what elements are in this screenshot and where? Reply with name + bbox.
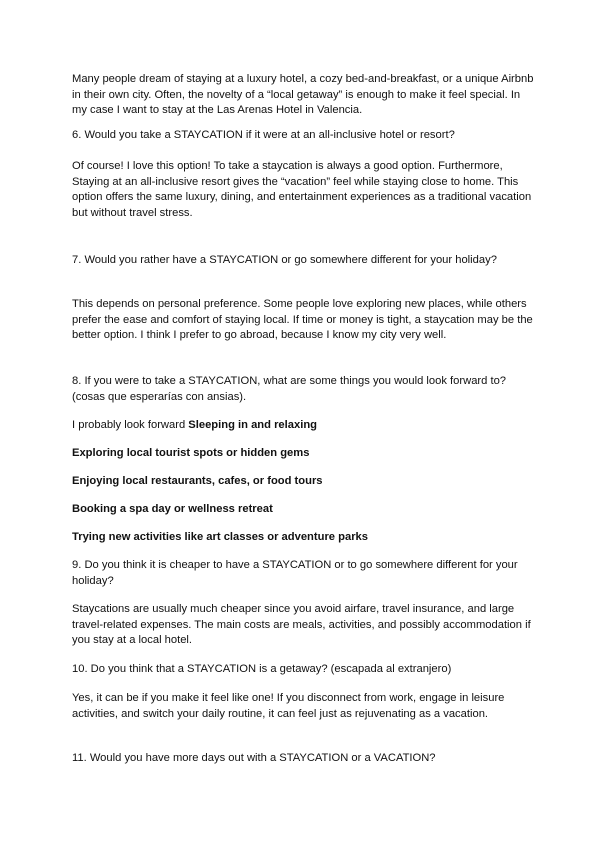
question-11: 11. Would you have more days out with a STAYCATION or a VACATION? xyxy=(72,752,436,764)
answer-7: This depends on personal preference. Some people love exploring new places, while others prefer the ease and comfort of staying local. If time or money is tight, a staycation may be the better option. I think I prefer to go abroad, because I know my city very well. xyxy=(72,298,533,341)
answer-9: Staycations are usually much cheaper since you avoid airfare, travel insurance, and large travel-related expenses. The main costs are meals, activities, and possibly accommodation if you stay at a local hotel. xyxy=(72,603,531,646)
list-item: Sleeping in and relaxing xyxy=(188,419,317,431)
question-7: 7. Would you rather have a STAYCATION or go somewhere different for your holiday? xyxy=(72,254,497,266)
question-6: 6. Would you take a STAYCATION if it were at an all-inclusive hotel or resort? xyxy=(72,129,455,141)
answer-8-lead: I probably look forward xyxy=(72,419,189,431)
answer-10: Yes, it can be if you make it feel like one! If you disconnect from work, engage in leisure activities, and switch your daily routine, it can feel just as rejuvenating as a vacation. xyxy=(72,692,505,720)
question-9: 9. Do you think it is cheaper to have a STAYCATION or to go somewhere different for your holiday? xyxy=(72,559,518,587)
list-item: Trying new activities like art classes or adventure parks xyxy=(72,531,368,543)
list-item: Enjoying local restaurants, cafes, or food tours xyxy=(72,475,323,487)
list-item: Booking a spa day or wellness retreat xyxy=(72,503,273,515)
question-10: 10. Do you think that a STAYCATION is a getaway? (escapada al extranjero) xyxy=(72,663,452,675)
intro-paragraph: Many people dream of staying at a luxury hotel, a cozy bed-and-breakfast, or a unique Airbnb in their own city. Often, the novelty of a “local getaway” is enough to make it feel special. In my case I want to stay at the Las Arenas Hotel in Valencia. xyxy=(72,73,534,116)
answer-6: Of course! I love this option! To take a staycation is always a good option. Furthermore, Staying at an all-inclusive resort gives the “vacation” feel while staying close to home. This option offers the same luxury, dining, and entertainment experiences as a traditional vacation but without travel stress. xyxy=(72,160,532,219)
answer-8-first-line xyxy=(72,418,534,434)
list-item: Exploring local tourist spots or hidden gems xyxy=(72,447,310,459)
question-8: 8. If you were to take a STAYCATION, what are some things you would look forward to? (cosas que esperarías con ansias). xyxy=(72,375,507,403)
